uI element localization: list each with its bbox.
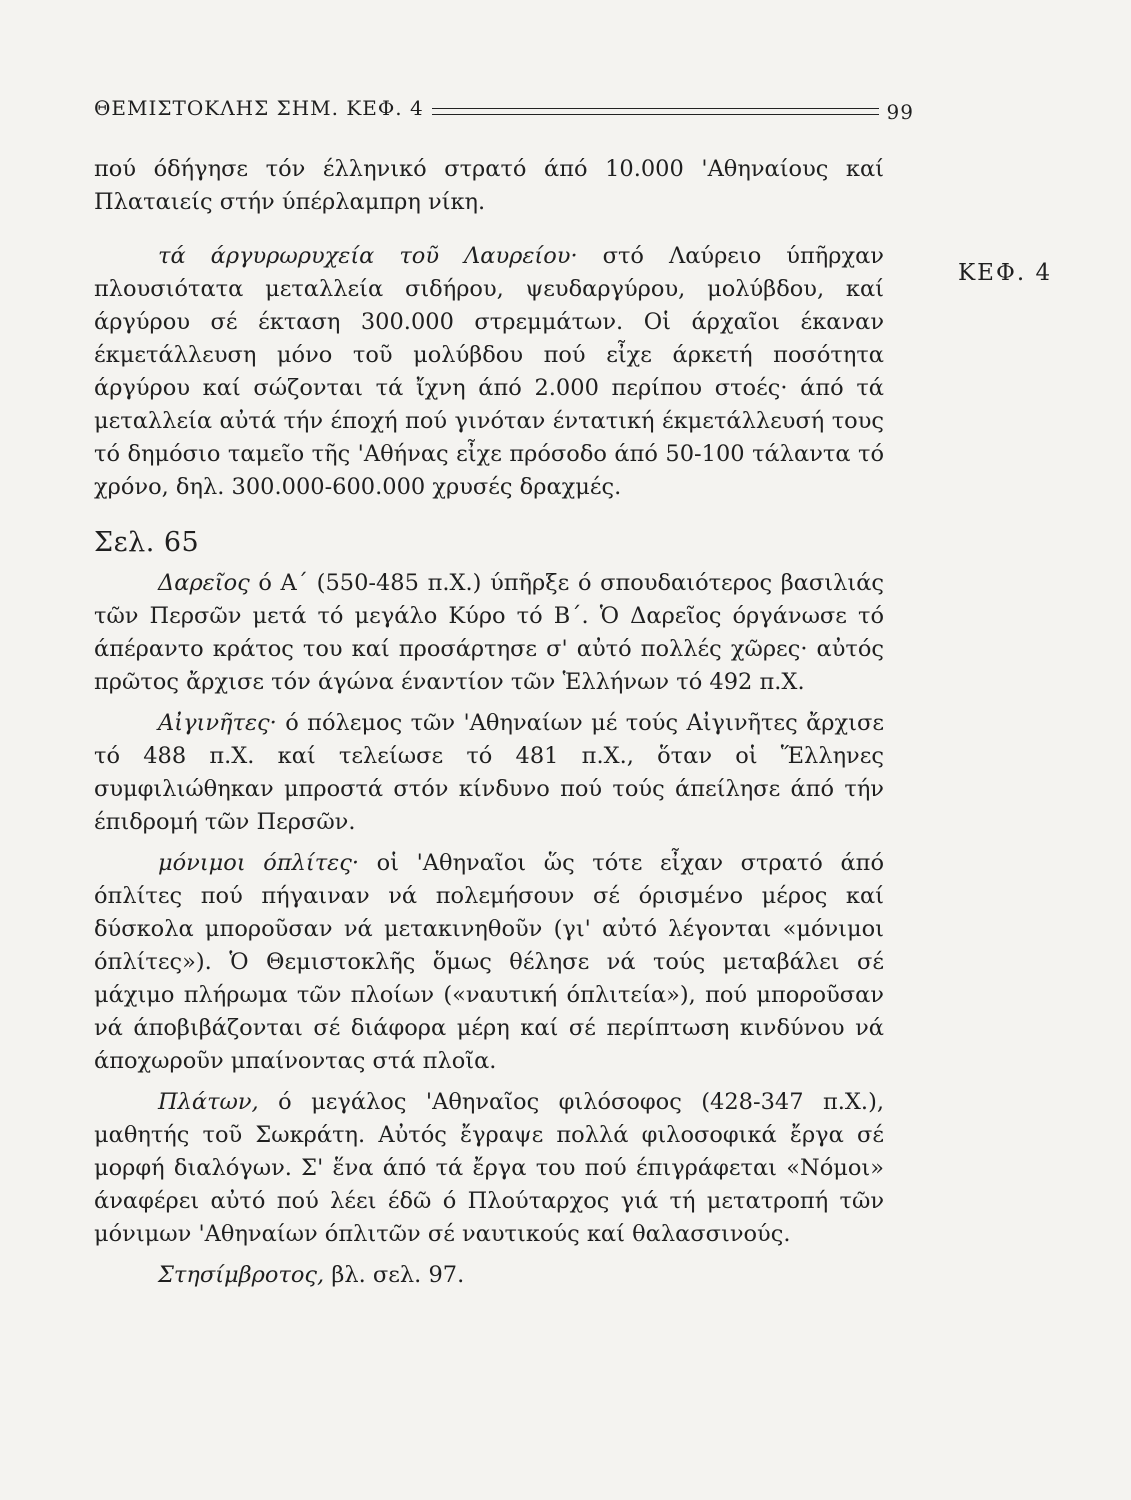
section-heading: Σελ. 65: [94, 527, 200, 558]
note-aiginites: [94, 707, 884, 839]
note-monimoi-oplites: [94, 847, 884, 1078]
note-text: ό πόλεμος τῶν 'Αθηναίων μέ τούς Αἰγινῆτες ἄρχισε τό 488 π.Χ. καί τελείωσε τό 481 π.Χ., ὅταν οἱ Ἕλληνες συμφιλιώθηκαν μπροστά στόν κίνδυνο πού τούς άπείλησε άπό τήν έπιδρομή τῶν Περσῶν.: [94, 710, 884, 835]
note-lemma: τά άργυρωρυχεία τοῦ Λαυρείου·: [158, 243, 578, 269]
note-lavrio: [94, 240, 884, 504]
margin-chapter-note: ΚΕΦ. 4: [958, 260, 1053, 286]
note-lemma: Πλάτων,: [158, 1089, 259, 1115]
note-stisimvrotos: [94, 1259, 884, 1292]
note-text: στό Λαύρειο ύπῆρχαν πλουσιότατα μεταλλεία σιδήρου, ψευδαργύρου, μολύβδου, καί άργύρου σέ έκταση 300.000 στρεμμάτων. Οἱ άρχαῖοι έκαναν έκμετάλλευση μόνο τοῦ μολύβδου πού εἶχε άρκετή ποσότητα άργύρου καί σώζονται τά ἴχνη άπό 2.000 περίπου στοές· άπό τά μεταλλεία αὐτά τήν έποχή πού γινόταν έντατική έκμετάλλευσή τους τό δημόσιο ταμεῖο τῆς 'Αθήνας εἶχε πρόσοδο άπό 50-100 τάλαντα τό χρόνο, δηλ. 300.000-600.000 χρυσές δραχμές.: [94, 243, 884, 500]
note-lemma: μόνιμοι όπλίτες·: [158, 850, 359, 876]
note-dareios: [94, 567, 884, 699]
note-text: ό μεγάλος 'Αθηναῖος φιλόσοφος (428-347 π.Χ.), μαθητής τοῦ Σωκράτη. Αὐτός ἔγραψε πολλά φιλοσοφικά ἔργα σέ μορφή διαλόγων. Σ' ἕνα άπό τά ἔργα του πού έπιγράφεται «Νόμοι» άναφέρει αὐτό πού λέει έδῶ ό Πλούταρχος γιά τή μετατροπή τῶν μόνιμων 'Αθηναίων όπλιτῶν σέ ναυτικούς καί θαλασσινούς.: [94, 1089, 884, 1247]
note-text: ό Α΄ (550-485 π.Χ.) ύπῆρξε ό σπουδαιότερος βασιλιάς τῶν Περσῶν μετά τό μεγάλο Κύρο τό Β΄. Ὁ Δαρεῖος όργάνωσε τό άπέραντο κράτος του καί προσάρτησε σ' αὐτό πολλές χῶρες· αὐτός πρῶτος ἄρχισε τόν άγώνα έναντίον τῶν Ἑλλήνων τό 492 π.Χ.: [94, 570, 884, 695]
note-platon: [94, 1086, 884, 1251]
intro-paragraph: πού όδήγησε τόν έλληνικό στρατό άπό 10.000 'Αθηναίους καί Πλαταιείς στήν ύπέρλαμπρη νίκη.: [94, 156, 884, 215]
running-header: [94, 93, 914, 123]
note-text: βλ. σελ. 97.: [324, 1262, 465, 1288]
header-double-rule: [432, 108, 879, 115]
page-number: 99: [886, 100, 914, 124]
note-lemma: Στησίμβροτος,: [158, 1262, 325, 1288]
page-body: [94, 153, 884, 1300]
header-title: ΘΕΜΙΣΤΟΚΛΗΣ ΣΗΜ. ΚΕΦ. 4: [94, 96, 424, 120]
note-text: οἱ 'Αθηναῖοι ὥς τότε εἶχαν στρατό άπό όπλίτες πού πήγαιναν νά πολεμήσουν σέ όρισμένο μέρος καί δύσκολα μποροῦσαν νά μετακινηθοῦν (γι' αὐτό λέγονται «μόνιμοι όπλίτες»). Ὁ Θεμιστοκλῆς ὅμως θέλησε νά τούς μεταβάλει σέ μάχιμο πλήρωμα τῶν πλοίων («ναυτική όπλιτεία»), πού μποροῦσαν νά άποβιβάζονται σέ διάφορα μέρη καί σέ περίπτωση κινδύνου νά άποχωροῦν μπαίνοντας στά πλοῖα.: [94, 850, 884, 1074]
note-lemma: Αἰγινῆτες·: [158, 710, 277, 736]
note-lemma: Δαρεῖος: [158, 570, 250, 596]
